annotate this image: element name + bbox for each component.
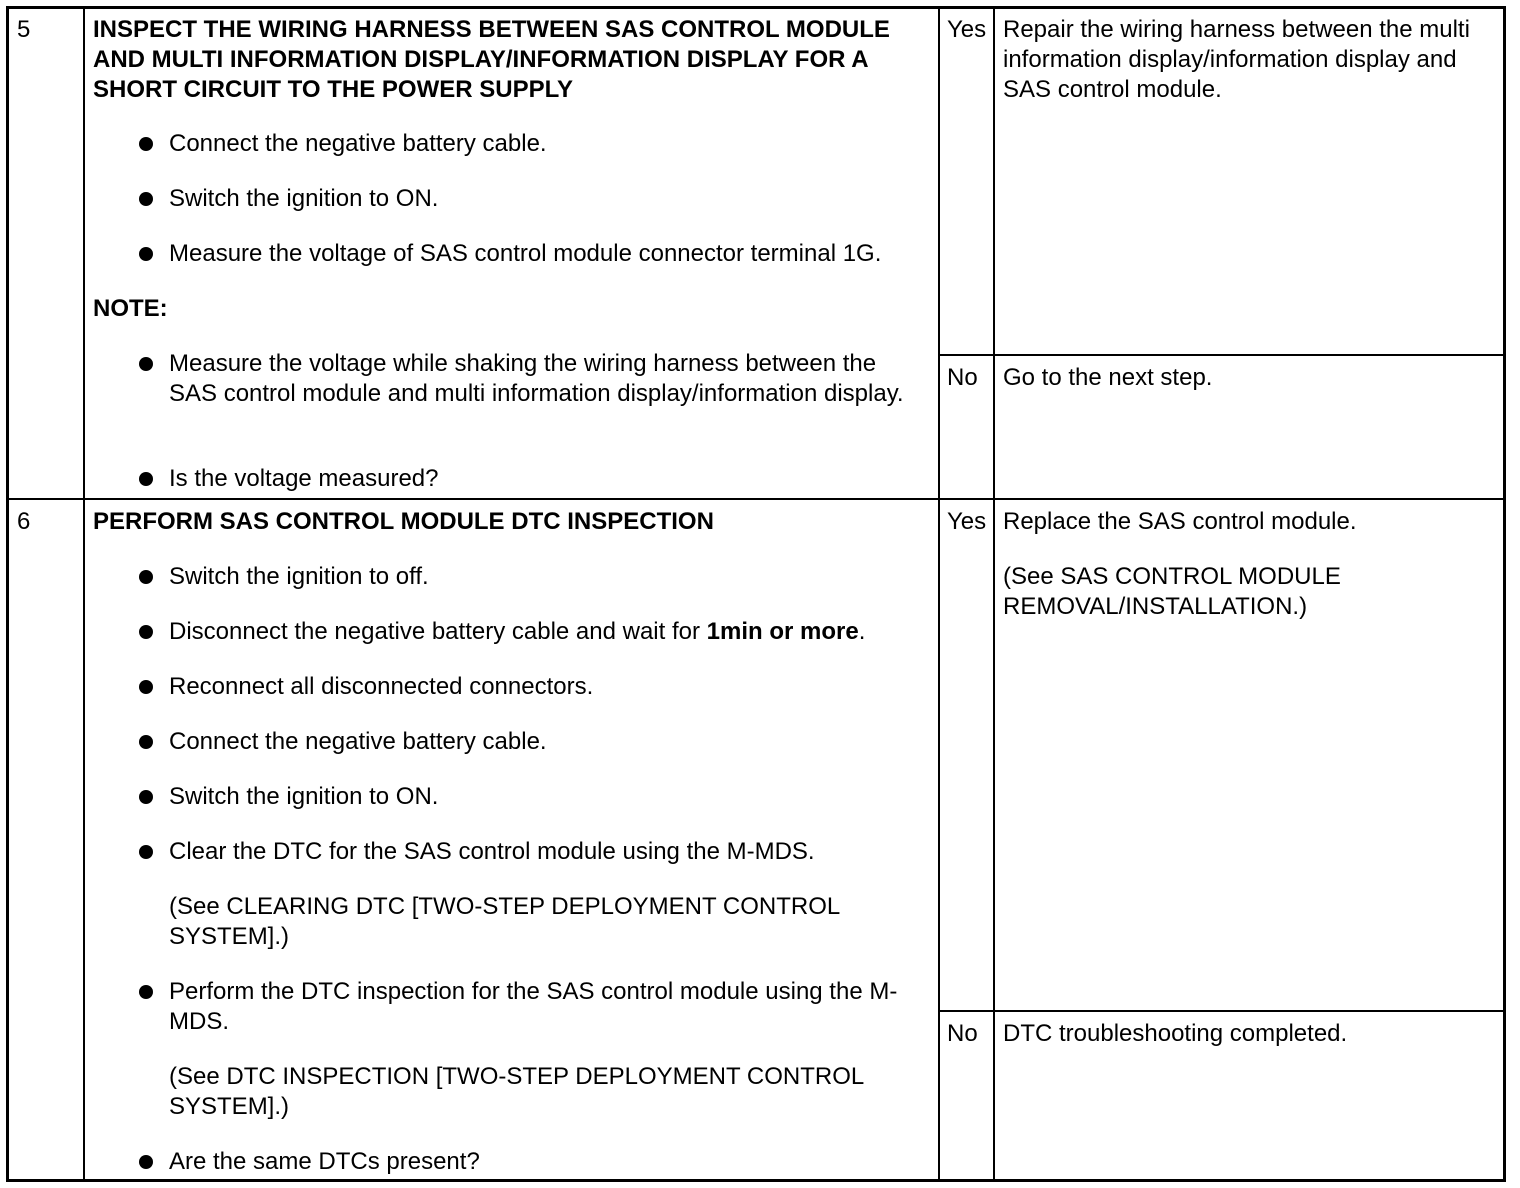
bullet-icon <box>139 570 153 584</box>
column-divider <box>993 9 995 1179</box>
yes-action: Replace the SAS control module. <box>1003 508 1357 535</box>
yes-label: Yes <box>947 508 987 535</box>
step-number: 5 <box>17 16 31 43</box>
bullet-icon <box>139 790 153 804</box>
bullet-icon <box>139 985 153 999</box>
row-divider <box>9 498 1503 500</box>
step-title: PERFORM SAS CONTROL MODULE DTC INSPECTION <box>93 508 714 535</box>
bullet-icon <box>139 735 153 749</box>
reference-link[interactable]: (See SAS CONTROL MODULE REMOVAL/INSTALLATION.) <box>1003 563 1341 620</box>
step-question: Is the voltage measured? <box>169 465 439 492</box>
step-instruction: Switch the ignition to off. <box>169 563 429 590</box>
result-divider <box>938 1010 1503 1012</box>
column-divider <box>83 9 85 1179</box>
bullet-icon <box>139 247 153 261</box>
step-question: Are the same DTCs present? <box>169 1148 480 1175</box>
instruction-end: . <box>858 618 866 645</box>
step-instruction: Switch the ignition to ON. <box>169 783 439 810</box>
bullet-icon <box>139 472 153 486</box>
no-label: No <box>947 364 978 391</box>
instruction-text: Disconnect the negative battery cable and wait for <box>169 618 707 645</box>
bullet-icon <box>139 357 153 371</box>
yes-action: Repair the wiring harness between the multi information display/information display and SAS control module. <box>1003 16 1470 103</box>
step-instruction: Switch the ignition to ON. <box>169 185 439 212</box>
step-instruction: Reconnect all disconnected connectors. <box>169 673 594 700</box>
step-instruction: Perform the DTC inspection for the SAS control module using the M-MDS. <box>169 978 898 1035</box>
no-action: DTC troubleshooting completed. <box>1003 1020 1348 1047</box>
yes-label: Yes <box>947 16 987 43</box>
no-action: Go to the next step. <box>1003 364 1213 391</box>
step-instruction: Connect the negative battery cable. <box>169 130 547 157</box>
bullet-icon <box>139 680 153 694</box>
step-instruction: Measure the voltage of SAS control module connector terminal 1G. <box>169 240 882 267</box>
bullet-icon <box>139 1155 153 1169</box>
note-instruction: Measure the voltage while shaking the wiring harness between the SAS control module and multi information display/information display. <box>169 350 904 407</box>
step-instruction: Clear the DTC for the SAS control module using the M-MDS. <box>169 838 815 865</box>
result-divider <box>938 354 1503 356</box>
step-number: 6 <box>17 508 31 535</box>
reference-link[interactable]: (See DTC INSPECTION [TWO-STEP DEPLOYMENT CONTROL SYSTEM].) <box>169 1063 864 1120</box>
bullet-icon <box>139 137 153 151</box>
step-instruction: Connect the negative battery cable. <box>169 728 547 755</box>
step-title: INSPECT THE WIRING HARNESS BETWEEN SAS CONTROL MODULE AND MULTI INFORMATION DISPLAY/INFORMATION DISPLAY FOR A SHORT CIRCUIT TO THE POWER SUPPLY <box>93 16 890 103</box>
column-divider <box>938 9 940 1179</box>
note-label: NOTE: <box>93 295 168 322</box>
bullet-icon <box>139 845 153 859</box>
bullet-icon <box>139 625 153 639</box>
no-label: No <box>947 1020 978 1047</box>
wait-duration: 1min or more <box>706 618 859 645</box>
step-instruction <box>169 617 914 647</box>
troubleshooting-table <box>6 6 1506 1182</box>
reference-link[interactable]: (See CLEARING DTC [TWO-STEP DEPLOYMENT CONTROL SYSTEM].) <box>169 893 840 950</box>
bullet-icon <box>139 192 153 206</box>
